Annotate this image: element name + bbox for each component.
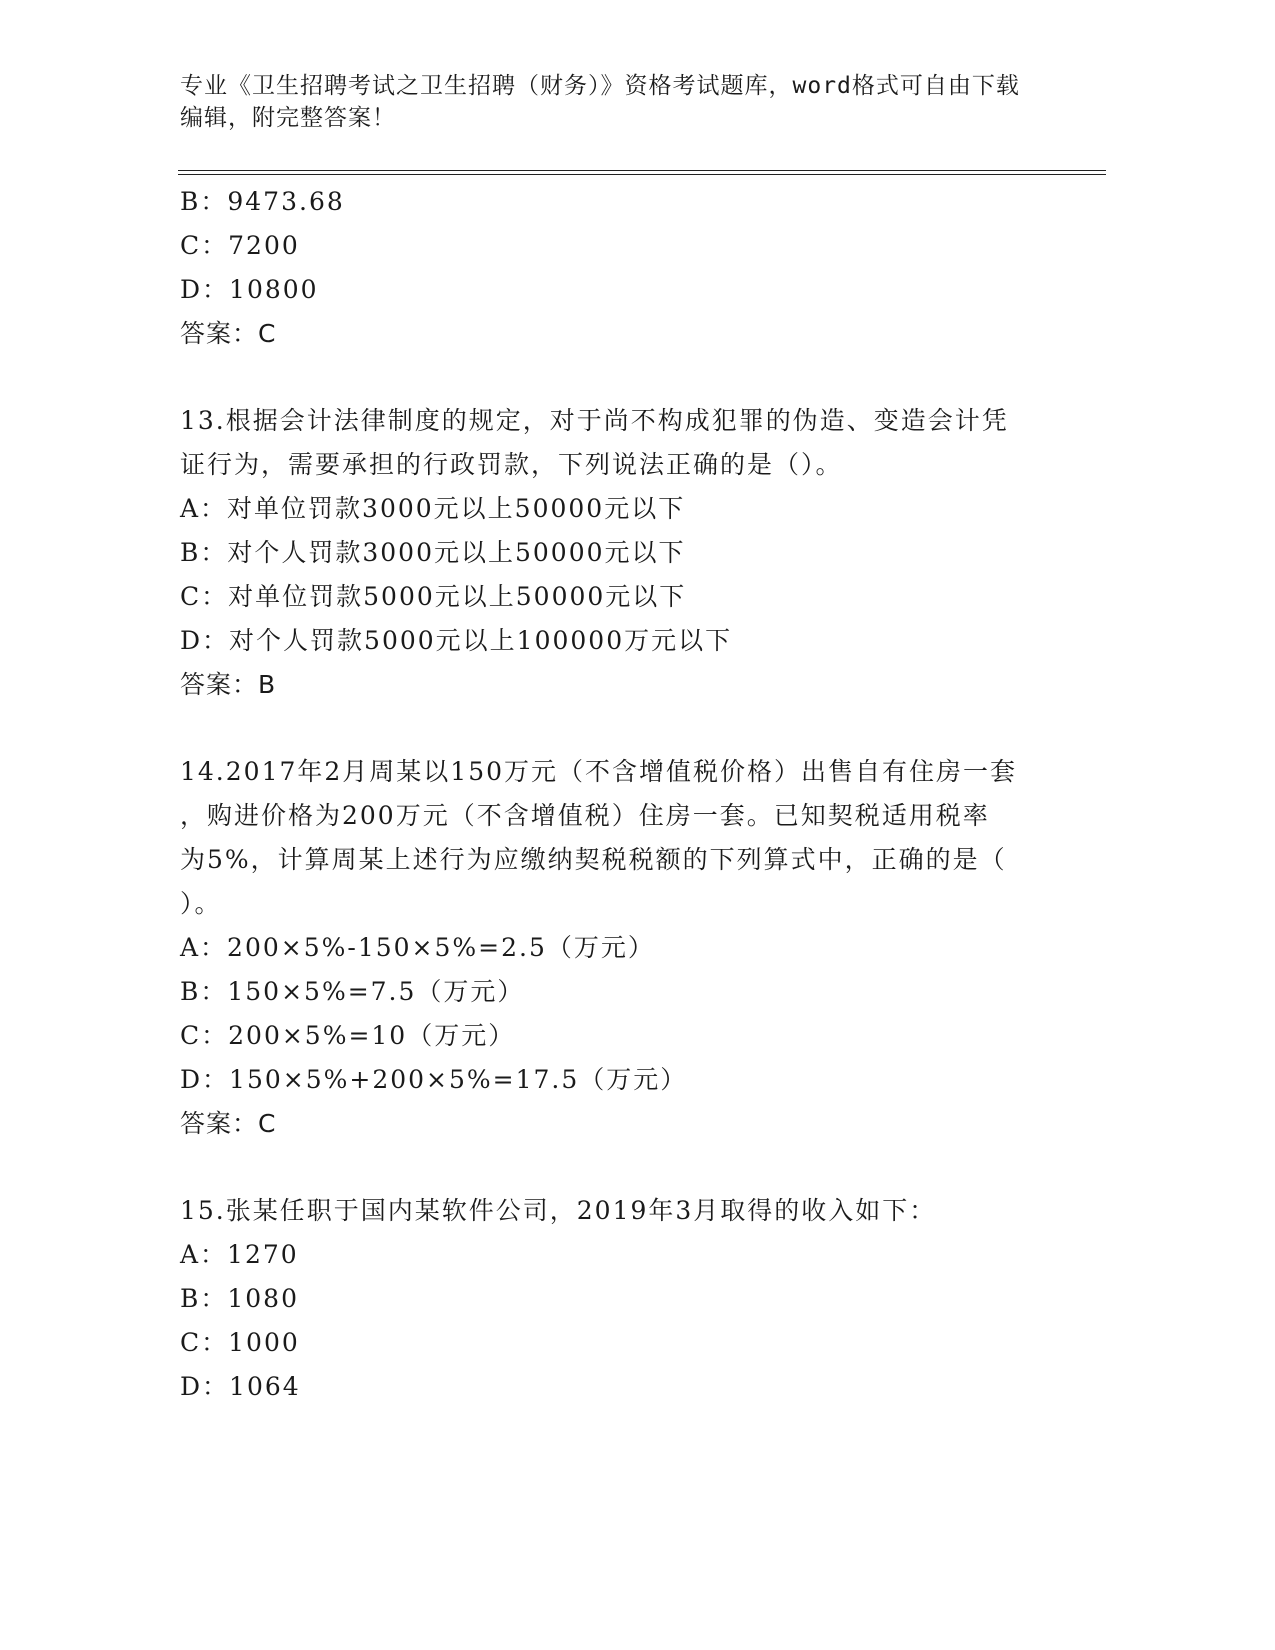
header-divider-top: [178, 170, 1106, 171]
header-line-1: 专业《卫生招聘考试之卫生招聘（财务）》资格考试题库，word格式可自由下载: [180, 73, 1020, 99]
option-d: D：1064: [180, 1372, 301, 1401]
question-stem-line: 13.根据会计法律制度的规定，对于尚不构成犯罪的伪造、变造会计凭: [180, 406, 1009, 435]
option-c: C：200×5%=10（万元）: [180, 1021, 516, 1050]
option-d: D：150×5%+200×5%=17.5（万元）: [180, 1065, 688, 1094]
option-a: A：1270: [180, 1240, 299, 1269]
header-divider-bottom: [178, 174, 1106, 175]
option-b: B：对个人罚款3000元以上50000元以下: [180, 538, 686, 567]
question-14: [180, 750, 1040, 1146]
option-d: D：对个人罚款5000元以上100000万元以下: [180, 626, 733, 655]
option-d: D：10800: [180, 275, 319, 304]
question-15: [180, 1189, 1040, 1409]
option-a: A：对单位罚款3000元以上50000元以下: [180, 494, 686, 523]
question-stem-line: 为5%，计算周某上述行为应缴纳契税税额的下列算式中，正确的是（: [180, 845, 1007, 874]
option-c: C：对单位罚款5000元以上50000元以下: [180, 582, 687, 611]
option-c: C：7200: [180, 231, 300, 260]
question-stem-line: ）。: [180, 889, 222, 918]
option-b: B：1080: [180, 1284, 299, 1313]
option-a: A：200×5%-150×5%=2.5（万元）: [180, 933, 655, 962]
question-12-tail: [180, 180, 1040, 356]
header-line-2: 编辑，附完整答案！: [180, 105, 396, 131]
answer-line: 答案：C: [180, 319, 277, 348]
question-stem-line: ，购进价格为200万元（不含增值税）住房一套。已知契税适用税率: [180, 801, 990, 830]
option-b: B：9473.68: [180, 187, 345, 216]
question-stem-line: 证行为，需要承担的行政罚款，下列说法正确的是（）。: [180, 450, 843, 479]
question-list: [180, 180, 1040, 1409]
answer-line: 答案：B: [180, 670, 277, 699]
question-stem-line: 15.张某任职于国内某软件公司，2019年3月取得的收入如下：: [180, 1196, 937, 1225]
option-b: B：150×5%=7.5（万元）: [180, 977, 525, 1006]
option-c: C：1000: [180, 1328, 300, 1357]
document-header: [180, 70, 1060, 134]
question-stem-line: 14.2017年2月周某以150万元（不含增值税价格）出售自有住房一套: [180, 757, 1018, 786]
question-13: [180, 399, 1040, 707]
answer-line: 答案：C: [180, 1109, 277, 1138]
